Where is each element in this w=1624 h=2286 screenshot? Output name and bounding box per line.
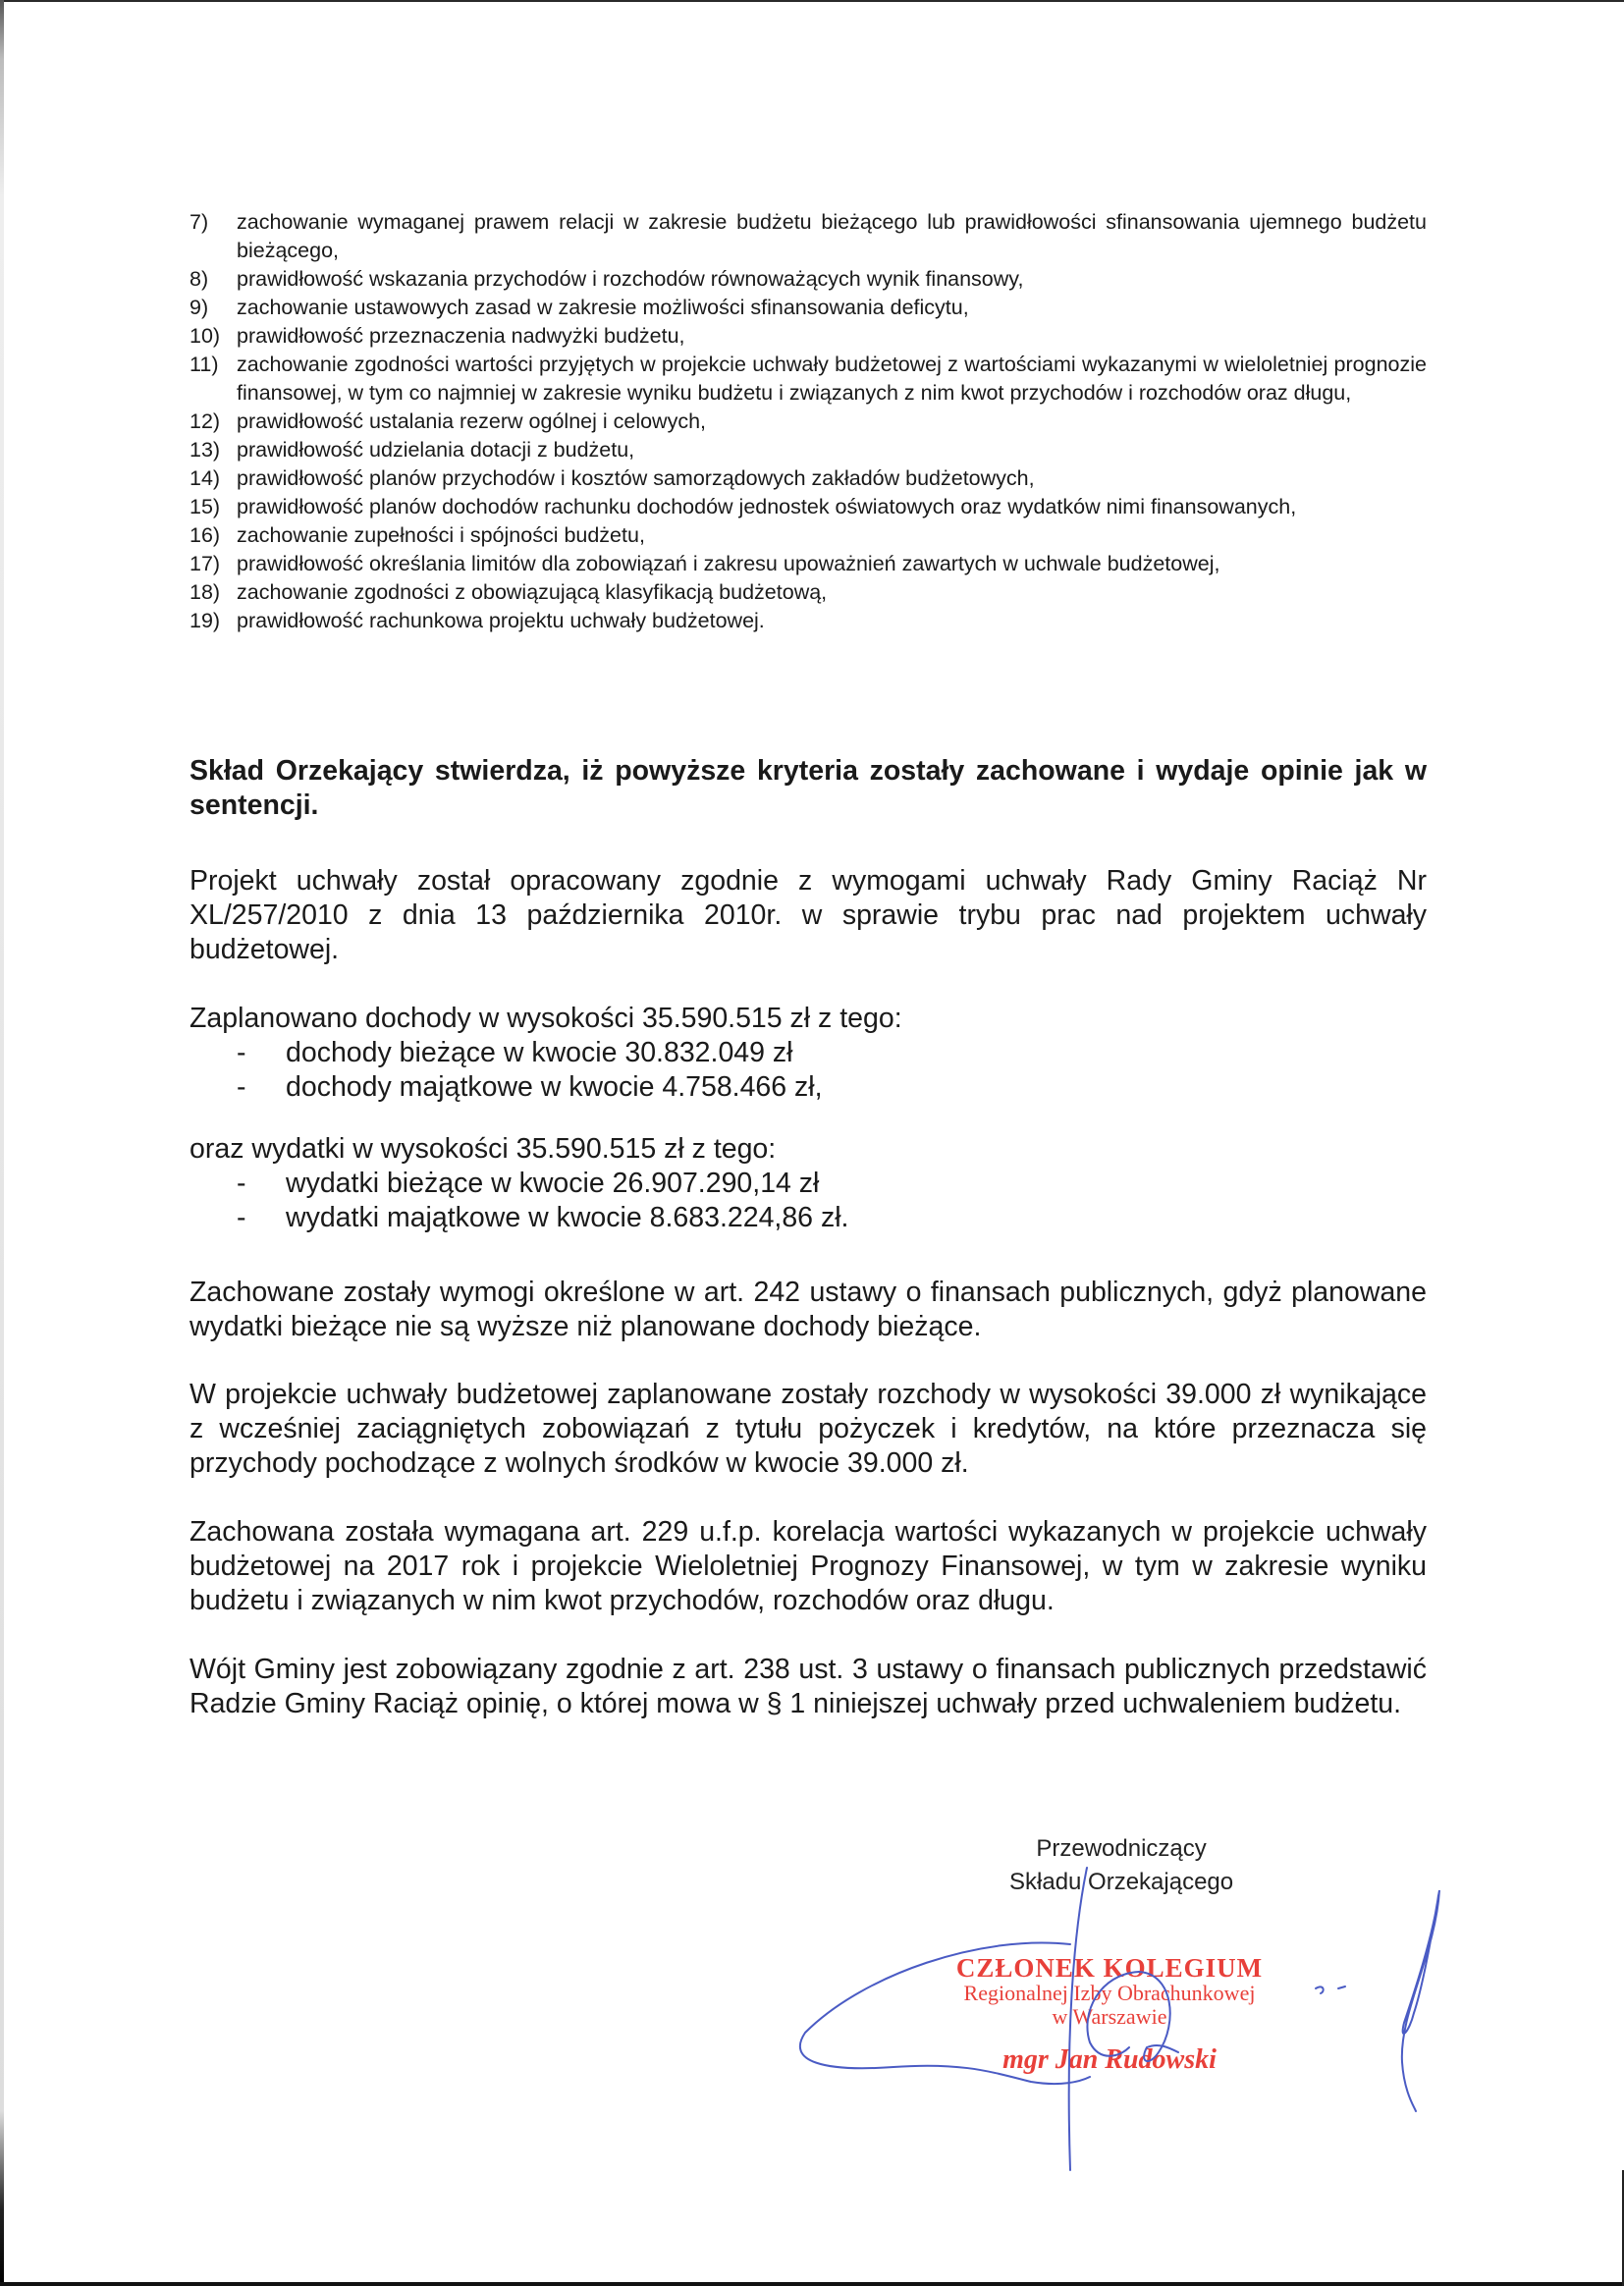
criteria-number: 13) [189, 438, 221, 462]
expenses-item-text: wydatki bieżące w kwocie 26.907.290,14 zł [286, 1168, 820, 1199]
criteria-text: zachowanie zupełności i spójności budżetu, [237, 523, 645, 547]
criteria-text: prawidłowość ustalania rezerw ogólnej i celowych, [237, 409, 707, 433]
criteria-number: 18) [189, 580, 221, 604]
stamp-line3: w Warszawie [1052, 2004, 1167, 2029]
criteria-number: 16) [189, 523, 221, 547]
scan-edge-bottom [0, 2282, 1624, 2286]
criteria-text: prawidłowość przeznaczenia nadwyżki budżetu, [237, 324, 685, 348]
expenses-item-text: wydatki majątkowe w kwocie 8.683.224,86 zł. [286, 1202, 849, 1233]
paragraph-wojt: Wójt Gminy jest zobowiązany zgodnie z art. 238 ust. 3 ustawy o finansach publicznych przedstawić Radzie Gminy Raciąż opinię, o której mowa w § 1 niniejszej uchwały przed uchwaleniem budżetu. [189, 1654, 1427, 1719]
expenses-intro: oraz wydatki w wysokości 35.590.515 zł z tego: [189, 1133, 777, 1165]
expenses-block [189, 1132, 1427, 1235]
criteria-text: prawidłowość określania limitów dla zobowiązań i zakresu upoważnień zawartych w uchwale budżetowej, [237, 552, 1220, 575]
criteria-text: zachowanie wymaganej prawem relacji w zakresie budżetu bieżącego lub prawidłowości sfinansowania ujemnego budżetu bieżącego, [237, 210, 1427, 262]
criteria-text: zachowanie ustawowych zasad w zakresie możliwości sfinansowania deficytu, [237, 296, 969, 319]
criteria-item [189, 578, 1427, 607]
paragraph-art242: Zachowane zostały wymogi określone w art. 242 ustawy o finansach publicznych, gdyż planowane wydatki bieżące nie są wyższe niż planowane dochody bieżące. [189, 1277, 1427, 1342]
criteria-text: prawidłowość wskazania przychodów i rozchodów równoważących wynik finansowy, [237, 267, 1024, 291]
criteria-item [189, 208, 1427, 265]
official-stamp [938, 1954, 1281, 2080]
scan-edge-top [0, 0, 1624, 2]
criteria-item [189, 322, 1427, 351]
paragraph-projekt: Projekt uchwały został opracowany zgodnie z wymogami uchwały Rady Gminy Raciąż Nr XL/257/2010 z dnia 13 października 2010r. w sprawie trybu prac nad projektem uchwały budżetowej. [189, 865, 1427, 965]
criteria-text: zachowanie zgodności wartości przyjętych w projekcie uchwały budżetowej z wartościami wykazanymi w wieloletniej prognozie finansowej, w tym co najmniej w zakresie wyniku budżetu i związanych z nim kwot przychodów i rozchodów oraz długu, [237, 353, 1427, 405]
signature-title-line2: Składu Orzekającego [1009, 1869, 1234, 1895]
criteria-number: 10) [189, 324, 221, 348]
stamp-line2: Regionalnej Izby Obrachunkowej [963, 1981, 1256, 2005]
criteria-item [189, 607, 1427, 635]
scan-edge-left [0, 0, 4, 2286]
income-item-text: dochody majątkowe w kwocie 4.758.466 zł, [286, 1071, 823, 1103]
criteria-text: prawidłowość planów przychodów i kosztów samorządowych zakładów budżetowych, [237, 466, 1035, 490]
stamp-line1: CZŁONEK KOLEGIUM [955, 1953, 1264, 1983]
signature-title-line1: Przewodniczący [1036, 1835, 1207, 1862]
dash-bullet: - [237, 1202, 246, 1233]
paragraph-art229: Zachowana została wymagana art. 229 u.f.p. korelacja wartości wykazanych w projekcie uchwały budżetowej na 2017 rok i projekcie Wieloletniej Prognozy Finansowej, w tym w zakresie wyniku budżetu i związanych w nim kwot przychodów, rozchodów oraz długu. [189, 1516, 1427, 1616]
criteria-item [189, 294, 1427, 322]
criteria-text: prawidłowość planów dochodów rachunku dochodów jednostek oświatowych oraz wydatków nimi finansowanych, [237, 495, 1297, 518]
criteria-text: zachowanie zgodności z obowiązującą klasyfikacją budżetową, [237, 580, 828, 604]
criteria-item [189, 351, 1427, 408]
criteria-item [189, 408, 1427, 436]
stamp-name: mgr Jan Rudowski [1002, 2044, 1217, 2075]
criteria-number: 17) [189, 552, 221, 575]
signature-title [1009, 1832, 1233, 1899]
criteria-number: 7) [189, 210, 209, 234]
criteria-number: 8) [189, 267, 209, 291]
criteria-number: 9) [189, 296, 209, 319]
criteria-item [189, 265, 1427, 294]
paragraph-rozchody: W projekcie uchwały budżetowej zaplanowane zostały rozchody w wysokości 39.000 zł wynikające z wcześniej zaciągniętych zobowiązań z tytułu pożyczek i kredytów, na które przeznacza się przychody pochodzące z wolnych środków w kwocie 39.000 zł. [189, 1379, 1427, 1479]
income-item [189, 1070, 1427, 1105]
income-item [189, 1036, 1427, 1070]
conclusion-statement: Skład Orzekający stwierdza, iż powyższe kryteria zostały zachowane i wydaje opinie jak w sentencji. [189, 755, 1427, 821]
criteria-item [189, 550, 1427, 578]
criteria-list [189, 208, 1427, 635]
criteria-text: prawidłowość udzielania dotacji z budżetu, [237, 438, 635, 462]
income-intro: Zaplanowano dochody w wysokości 35.590.515 zł z tego: [189, 1003, 902, 1034]
criteria-number: 11) [189, 353, 219, 376]
dash-bullet: - [237, 1037, 246, 1068]
income-block [189, 1002, 1427, 1105]
dash-bullet: - [237, 1168, 246, 1199]
expenses-item [189, 1167, 1427, 1201]
criteria-text: prawidłowość rachunkowa projektu uchwały budżetowej. [237, 609, 765, 632]
dash-bullet: - [237, 1071, 246, 1103]
criteria-number: 14) [189, 466, 221, 490]
criteria-number: 19) [189, 609, 221, 632]
criteria-number: 12) [189, 409, 221, 433]
criteria-number: 15) [189, 495, 221, 518]
income-item-text: dochody bieżące w kwocie 30.832.049 zł [286, 1037, 793, 1068]
criteria-item [189, 521, 1427, 550]
criteria-item [189, 464, 1427, 493]
criteria-item [189, 436, 1427, 464]
expenses-item [189, 1201, 1427, 1235]
criteria-item [189, 493, 1427, 521]
